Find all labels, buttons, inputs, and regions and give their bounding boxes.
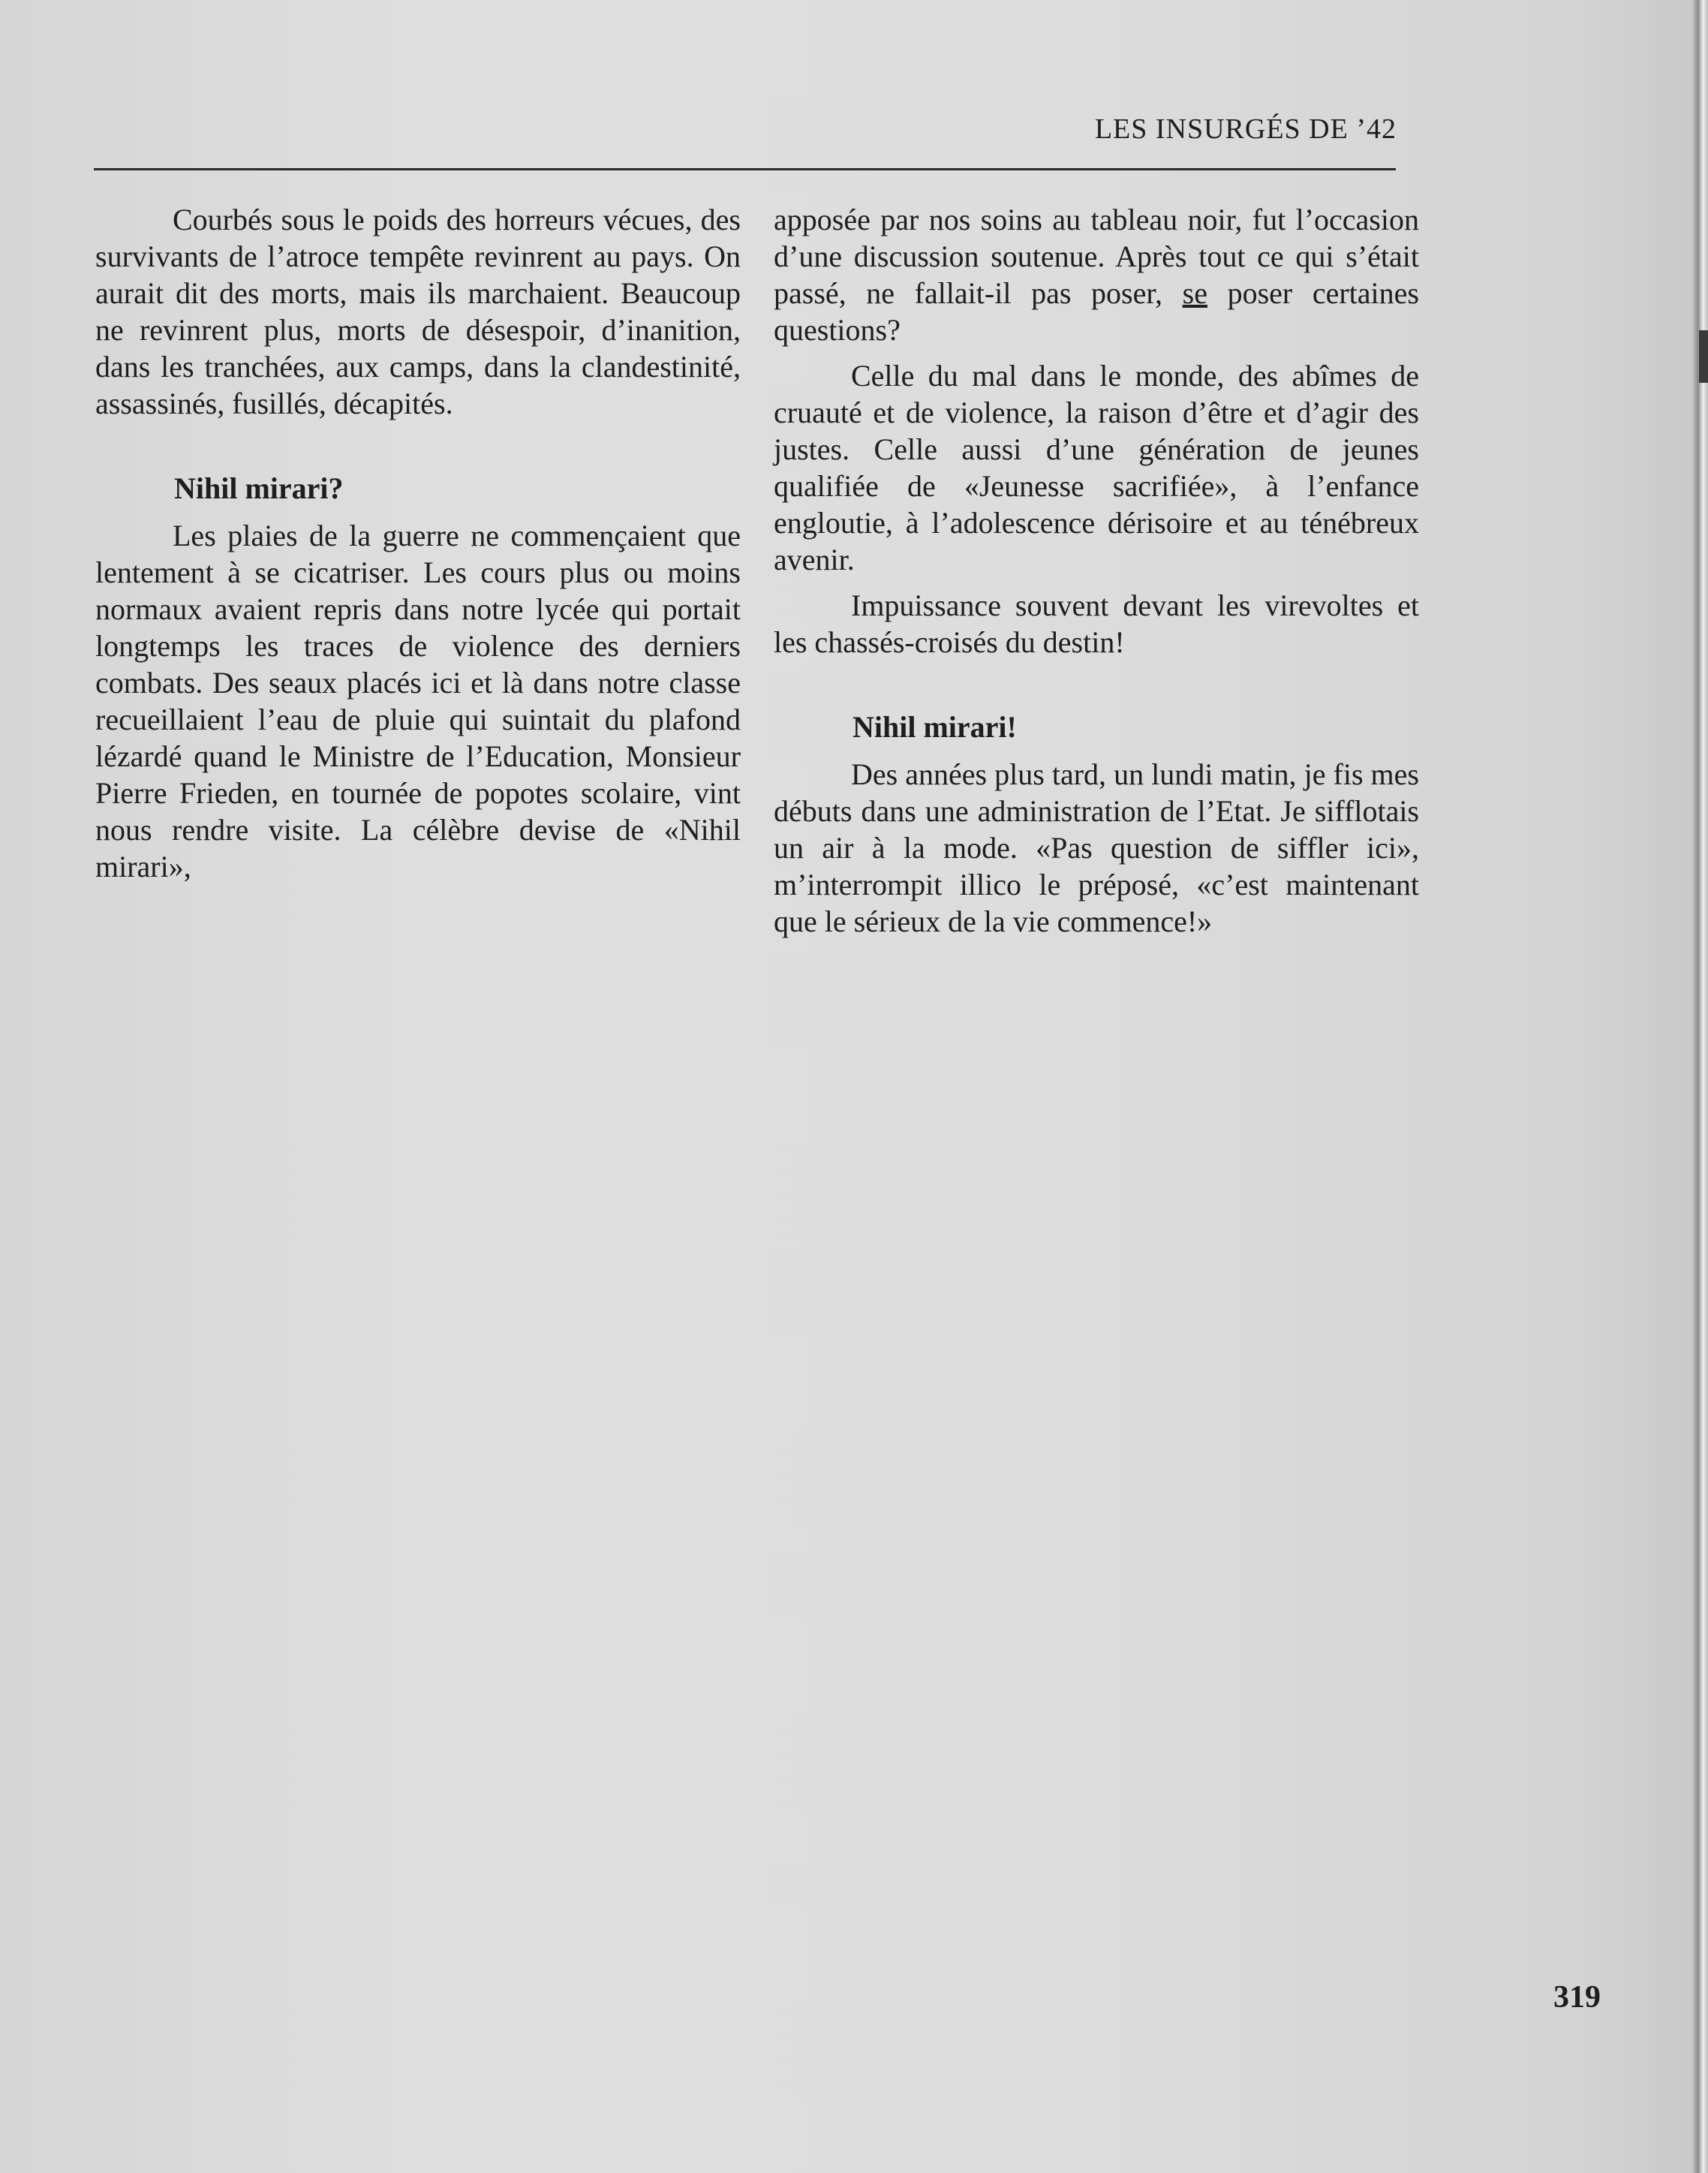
right-paragraph-1 [774, 201, 1419, 348]
right-paragraph-1-end: poser certaines questions? [774, 276, 1419, 347]
running-head: LES INSURGÉS DE ’42 [1094, 113, 1397, 145]
right-paragraph-2: Celle du mal dans le monde, des abîmes de cruauté et de violence, la raison d’être et d’agir des justes. Celle aussi d’une génération de jeunes qualifiée de «Jeunesse sacrifiée», à l’enfance engloutie, à l’adolescence dérisoire et au ténébreux avenir. [774, 359, 1419, 576]
right-paragraph-3: Impuissance souvent devant les virevoltes et les chassés-croisés du destin! [774, 588, 1419, 659]
underlined-word: se [1182, 276, 1207, 310]
right-column [774, 201, 1419, 940]
right-section-heading: Nihil mirari! [852, 710, 1017, 744]
page-edge-tab [1699, 330, 1708, 383]
right-paragraph-1-start: apposée par nos soins au tableau noir, fut l’occasion d’une discussion soutenue. Après tout ce qui s’était passé, ne fallait-il pas poser, [774, 203, 1419, 310]
page-number: 319 [1553, 1980, 1601, 2015]
page-edge [1691, 0, 1708, 2173]
left-section-heading: Nihil mirari? [174, 471, 344, 505]
header-rule [94, 168, 1396, 170]
left-paragraph-2: Les plaies de la guerre ne commençaient que lentement à se cicatriser. Les cours plus ou moins normaux avaient repris dans notre lycée qui portait longtemps les traces de violence des derniers combats. Des seaux placés ici et là dans notre classe recueillaient l’eau de pluie qui suintait du plafond lézardé quand le Ministre de l’Education, Monsieur Pierre Frieden, en tournée de popotes scolaire, vint nous rendre visite. La célèbre devise de «Nihil mirari», [95, 519, 741, 883]
left-paragraph-1: Courbés sous le poids des horreurs vécues, des survivants de l’atroce tempête revinrent au pays. On aurait dit des morts, mais ils marchaient. Beaucoup ne revinrent plus, morts de désespoir, d’inanition, dans les tranchées, aux camps, dans la clandestinité, assassinés, fusillés, décapités. [95, 203, 741, 420]
left-column [95, 201, 741, 885]
right-paragraph-4: Des années plus tard, un lundi matin, je fis mes débuts dans une administration de l’Etat. Je sifflotais un air à la mode. «Pas question de siffler ici», m’interrompit illico le préposé, «c’est maintenant que le sérieux de la vie commence!» [774, 757, 1419, 938]
